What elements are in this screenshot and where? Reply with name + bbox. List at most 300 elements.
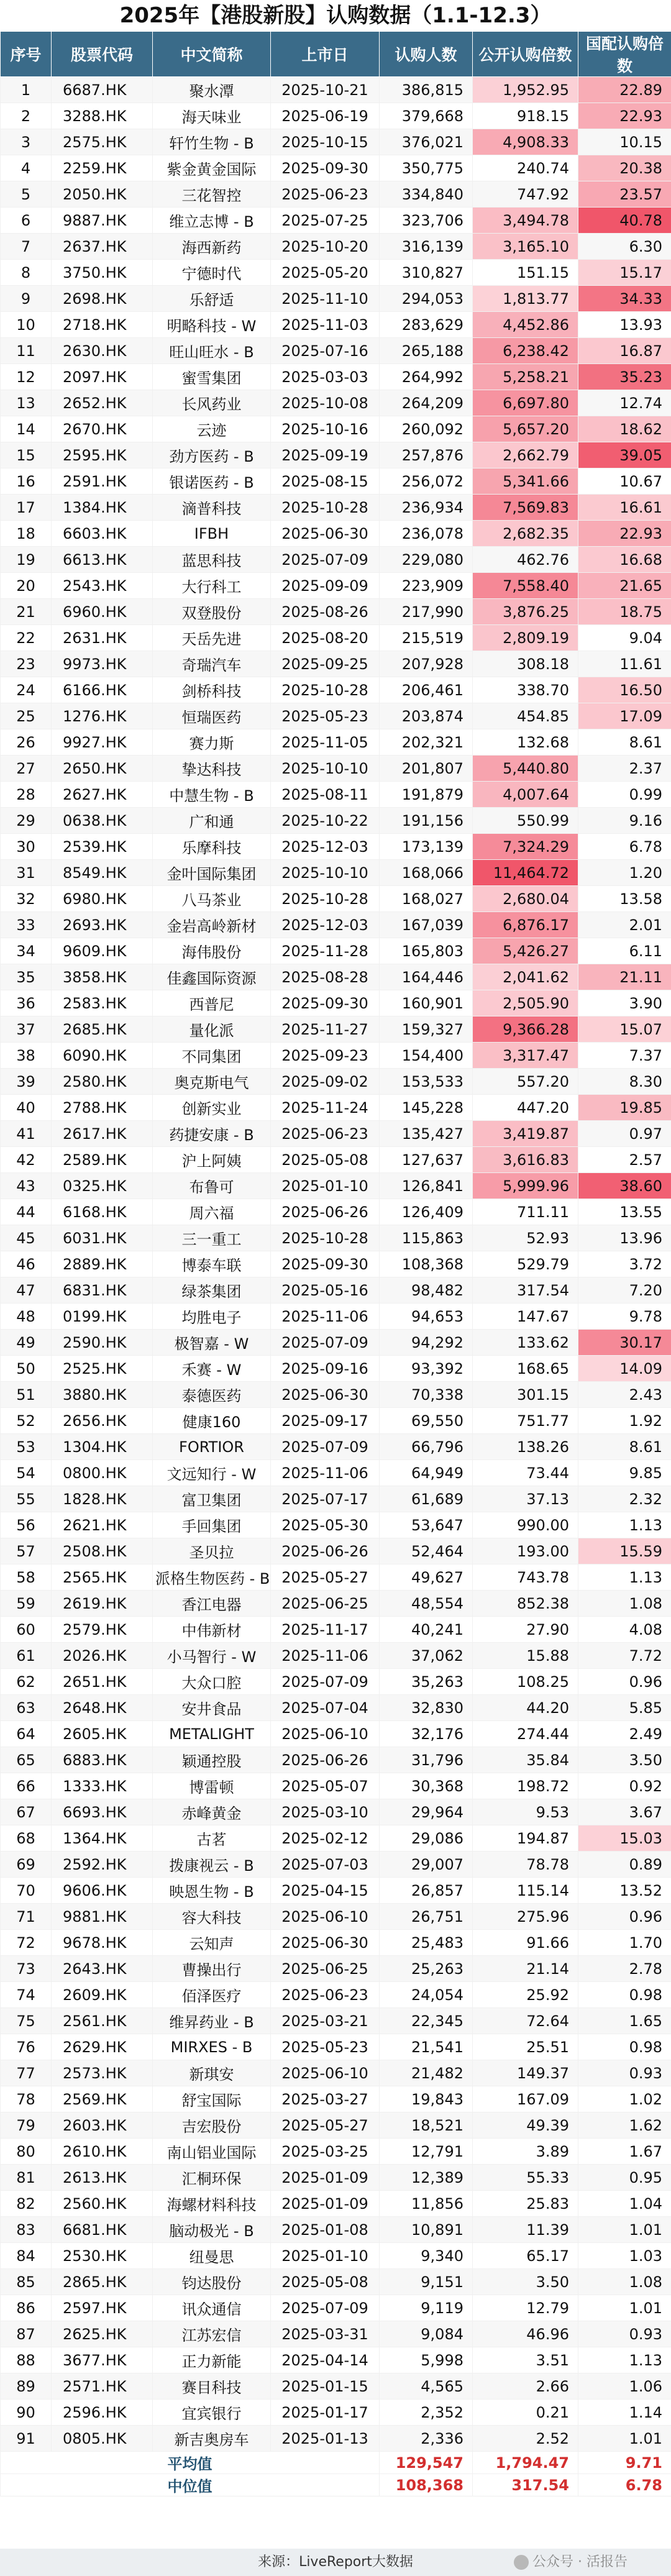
intl-multiple: 6.78 bbox=[578, 834, 671, 860]
intl-multiple: 40.78 bbox=[578, 208, 671, 234]
public-multiple: 78.78 bbox=[473, 1852, 578, 1878]
list-date: 2025-08-28 bbox=[271, 964, 380, 990]
stock-code: 6980.HK bbox=[52, 886, 153, 912]
table-row bbox=[1, 2400, 671, 2426]
public-multiple: 2,680.04 bbox=[473, 886, 578, 912]
list-date: 2025-10-21 bbox=[271, 77, 380, 103]
company-name: 西普尼 bbox=[153, 990, 271, 1016]
intl-multiple: 39.05 bbox=[578, 442, 671, 468]
intl-multiple: 0.96 bbox=[578, 1669, 671, 1695]
subscribers: 154,400 bbox=[380, 1043, 473, 1069]
list-date: 2025-07-09 bbox=[271, 1330, 380, 1356]
public-multiple: 115.14 bbox=[473, 1878, 578, 1904]
company-name: 三花智控 bbox=[153, 181, 271, 208]
table-row bbox=[1, 416, 671, 442]
public-multiple: 275.96 bbox=[473, 1904, 578, 1930]
col-header-public-multiple: 公开认购倍数 bbox=[473, 32, 578, 77]
list-date: 2025-06-10 bbox=[271, 2060, 380, 2086]
company-name: 绿茶集团 bbox=[153, 1277, 271, 1304]
stock-code: 6603.HK bbox=[52, 521, 153, 547]
table-row bbox=[1, 599, 671, 625]
subscribers: 4,565 bbox=[380, 2373, 473, 2400]
list-date: 2025-01-10 bbox=[271, 1173, 380, 1199]
list-date: 2025-10-10 bbox=[271, 860, 380, 886]
stock-code: 2561.HK bbox=[52, 2008, 153, 2034]
table-row bbox=[1, 1564, 671, 1591]
table-row bbox=[1, 1330, 671, 1356]
list-date: 2025-06-10 bbox=[271, 1904, 380, 1930]
list-date: 2025-10-20 bbox=[271, 234, 380, 260]
stock-code: 1333.HK bbox=[52, 1773, 153, 1799]
public-multiple: 990.00 bbox=[473, 1512, 578, 1538]
company-name: 恒瑞医药 bbox=[153, 703, 271, 729]
company-name: 佰泽医疗 bbox=[153, 1982, 271, 2008]
summary-intl-multiple: 9.71 bbox=[578, 2452, 671, 2474]
table-row bbox=[1, 677, 671, 703]
public-multiple: 3,876.25 bbox=[473, 599, 578, 625]
subscribers: 24,054 bbox=[380, 1982, 473, 2008]
public-multiple: 25.51 bbox=[473, 2034, 578, 2060]
company-name: 药捷安康 - B bbox=[153, 1121, 271, 1147]
table-row bbox=[1, 260, 671, 286]
table-row bbox=[1, 1434, 671, 1460]
public-multiple: 747.92 bbox=[473, 181, 578, 208]
table-row bbox=[1, 834, 671, 860]
stock-code: 1828.HK bbox=[52, 1486, 153, 1512]
subscribers: 66,796 bbox=[380, 1434, 473, 1460]
subscribers: 35,263 bbox=[380, 1669, 473, 1695]
company-name: 布鲁可 bbox=[153, 1173, 271, 1199]
table-row bbox=[1, 2060, 671, 2086]
table-row bbox=[1, 312, 671, 338]
company-name: 汇桐环保 bbox=[153, 2165, 271, 2191]
list-date: 2025-08-11 bbox=[271, 782, 380, 808]
stock-code: 2605.HK bbox=[52, 1721, 153, 1747]
stock-code: 2693.HK bbox=[52, 912, 153, 938]
public-multiple: 3,419.87 bbox=[473, 1121, 578, 1147]
subscribers: 37,062 bbox=[380, 1643, 473, 1669]
row-index: 43 bbox=[1, 1173, 52, 1199]
stock-code: 2259.HK bbox=[52, 155, 153, 181]
list-date: 2025-10-16 bbox=[271, 416, 380, 442]
stock-code: 2629.HK bbox=[52, 2034, 153, 2060]
public-multiple: 9.53 bbox=[473, 1799, 578, 1825]
company-name: 天岳先进 bbox=[153, 625, 271, 651]
table-row bbox=[1, 1460, 671, 1486]
subscribers: 236,078 bbox=[380, 521, 473, 547]
list-date: 2025-11-24 bbox=[271, 1095, 380, 1121]
list-date: 2025-05-08 bbox=[271, 2269, 380, 2295]
public-multiple: 44.20 bbox=[473, 1695, 578, 1721]
subscribers: 98,482 bbox=[380, 1277, 473, 1304]
company-name: 银诺医药 - B bbox=[153, 468, 271, 495]
intl-multiple: 16.87 bbox=[578, 338, 671, 364]
table-row bbox=[1, 390, 671, 416]
company-name: 海天味业 bbox=[153, 103, 271, 129]
intl-multiple: 1.65 bbox=[578, 2008, 671, 2034]
company-name: 劲方医药 - B bbox=[153, 442, 271, 468]
subscribers: 94,292 bbox=[380, 1330, 473, 1356]
intl-multiple: 7.37 bbox=[578, 1043, 671, 1069]
row-index: 81 bbox=[1, 2165, 52, 2191]
row-index: 85 bbox=[1, 2269, 52, 2295]
row-index: 82 bbox=[1, 2191, 52, 2217]
intl-multiple: 13.52 bbox=[578, 1878, 671, 1904]
public-multiple: 6,876.17 bbox=[473, 912, 578, 938]
row-index: 16 bbox=[1, 468, 52, 495]
row-index: 80 bbox=[1, 2139, 52, 2165]
list-date: 2025-06-30 bbox=[271, 521, 380, 547]
list-date: 2025-11-06 bbox=[271, 1643, 380, 1669]
row-index: 66 bbox=[1, 1773, 52, 1799]
public-multiple: 4,007.64 bbox=[473, 782, 578, 808]
intl-multiple: 7.20 bbox=[578, 1277, 671, 1304]
subscribers: 93,392 bbox=[380, 1356, 473, 1382]
stock-code: 6613.HK bbox=[52, 547, 153, 573]
company-name: 佳鑫国际资源 bbox=[153, 964, 271, 990]
public-multiple: 37.13 bbox=[473, 1486, 578, 1512]
table-row bbox=[1, 1591, 671, 1617]
company-name: 创新实业 bbox=[153, 1095, 271, 1121]
table-row bbox=[1, 1356, 671, 1382]
list-date: 2025-03-31 bbox=[271, 2321, 380, 2347]
intl-multiple: 13.55 bbox=[578, 1199, 671, 1225]
list-date: 2025-04-14 bbox=[271, 2347, 380, 2373]
row-index: 21 bbox=[1, 599, 52, 625]
table-row bbox=[1, 1095, 671, 1121]
table-row bbox=[1, 2112, 671, 2139]
company-name: 滴普科技 bbox=[153, 495, 271, 521]
list-date: 2025-03-21 bbox=[271, 2008, 380, 2034]
public-multiple: 4,908.33 bbox=[473, 129, 578, 155]
subscribers: 191,156 bbox=[380, 808, 473, 834]
intl-multiple: 1.08 bbox=[578, 1591, 671, 1617]
list-date: 2025-06-26 bbox=[271, 1538, 380, 1564]
stock-code: 2610.HK bbox=[52, 2139, 153, 2165]
company-name: 纽曼思 bbox=[153, 2243, 271, 2269]
subscribers: 21,541 bbox=[380, 2034, 473, 2060]
subscribers: 334,840 bbox=[380, 181, 473, 208]
row-index: 71 bbox=[1, 1904, 52, 1930]
summary-public-multiple: 317.54 bbox=[473, 2474, 578, 2496]
subscribers: 12,389 bbox=[380, 2165, 473, 2191]
stock-code: 2625.HK bbox=[52, 2321, 153, 2347]
public-multiple: 11,464.72 bbox=[473, 860, 578, 886]
stock-code: 9887.HK bbox=[52, 208, 153, 234]
table-row bbox=[1, 1825, 671, 1852]
intl-multiple: 6.11 bbox=[578, 938, 671, 964]
subscribers: 153,533 bbox=[380, 1069, 473, 1095]
intl-multiple: 3.72 bbox=[578, 1251, 671, 1277]
row-index: 86 bbox=[1, 2295, 52, 2321]
public-multiple: 308.18 bbox=[473, 651, 578, 677]
public-multiple: 52.93 bbox=[473, 1225, 578, 1251]
company-name: 赛目科技 bbox=[153, 2373, 271, 2400]
intl-multiple: 0.95 bbox=[578, 2165, 671, 2191]
list-date: 2025-10-28 bbox=[271, 677, 380, 703]
list-date: 2025-03-03 bbox=[271, 364, 380, 390]
subscribers: 53,647 bbox=[380, 1512, 473, 1538]
company-name: 旺山旺水 - B bbox=[153, 338, 271, 364]
stock-code: 3858.HK bbox=[52, 964, 153, 990]
public-multiple: 3,317.47 bbox=[473, 1043, 578, 1069]
stock-code: 2579.HK bbox=[52, 1617, 153, 1643]
public-multiple: 301.15 bbox=[473, 1382, 578, 1408]
intl-multiple: 16.68 bbox=[578, 547, 671, 573]
list-date: 2025-06-10 bbox=[271, 1721, 380, 1747]
company-name: 新琪安 bbox=[153, 2060, 271, 2086]
company-name: 脑动极光 - B bbox=[153, 2217, 271, 2243]
list-date: 2025-12-03 bbox=[271, 912, 380, 938]
public-multiple: 3.51 bbox=[473, 2347, 578, 2373]
subscribers: 265,188 bbox=[380, 338, 473, 364]
subscribers: 165,803 bbox=[380, 938, 473, 964]
intl-multiple: 2.32 bbox=[578, 1486, 671, 1512]
list-date: 2025-07-04 bbox=[271, 1695, 380, 1721]
subscribers: 26,857 bbox=[380, 1878, 473, 1904]
list-date: 2025-06-26 bbox=[271, 1199, 380, 1225]
intl-multiple: 0.89 bbox=[578, 1852, 671, 1878]
subscribers: 223,909 bbox=[380, 573, 473, 599]
public-multiple: 2.66 bbox=[473, 2373, 578, 2400]
row-index: 57 bbox=[1, 1538, 52, 1564]
list-date: 2025-05-07 bbox=[271, 1773, 380, 1799]
summary-public-multiple: 1,794.47 bbox=[473, 2452, 578, 2474]
col-header-code: 股票代码 bbox=[52, 32, 153, 77]
intl-multiple: 22.93 bbox=[578, 521, 671, 547]
stock-code: 9606.HK bbox=[52, 1878, 153, 1904]
subscribers: 229,080 bbox=[380, 547, 473, 573]
row-index: 87 bbox=[1, 2321, 52, 2347]
stock-code: 6693.HK bbox=[52, 1799, 153, 1825]
company-name: 讯众通信 bbox=[153, 2295, 271, 2321]
stock-code: 2583.HK bbox=[52, 990, 153, 1016]
company-name: 广和通 bbox=[153, 808, 271, 834]
stock-code: 2621.HK bbox=[52, 1512, 153, 1538]
table-row bbox=[1, 1408, 671, 1434]
public-multiple: 743.78 bbox=[473, 1564, 578, 1591]
company-name: 拨康视云 - B bbox=[153, 1852, 271, 1878]
company-name: 宜宾银行 bbox=[153, 2400, 271, 2426]
list-date: 2025-01-09 bbox=[271, 2191, 380, 2217]
company-name: 大众口腔 bbox=[153, 1669, 271, 1695]
subscribers: 323,706 bbox=[380, 208, 473, 234]
table-row bbox=[1, 2321, 671, 2347]
public-multiple: 5,426.27 bbox=[473, 938, 578, 964]
table-row bbox=[1, 782, 671, 808]
list-date: 2025-06-19 bbox=[271, 103, 380, 129]
company-name: 博泰车联 bbox=[153, 1251, 271, 1277]
table-row bbox=[1, 964, 671, 990]
list-date: 2025-09-30 bbox=[271, 1251, 380, 1277]
stock-code: 0805.HK bbox=[52, 2426, 153, 2452]
table-row bbox=[1, 1878, 671, 1904]
subscribers: 350,775 bbox=[380, 155, 473, 181]
company-name: 泰德医药 bbox=[153, 1382, 271, 1408]
stock-code: 2652.HK bbox=[52, 390, 153, 416]
row-index: 36 bbox=[1, 990, 52, 1016]
company-name: 大行科工 bbox=[153, 573, 271, 599]
public-multiple: 167.09 bbox=[473, 2086, 578, 2112]
table-row bbox=[1, 1147, 671, 1173]
intl-multiple: 0.97 bbox=[578, 1121, 671, 1147]
intl-multiple: 1.02 bbox=[578, 2086, 671, 2112]
col-header-index: 序号 bbox=[1, 32, 52, 77]
row-index: 35 bbox=[1, 964, 52, 990]
company-name: 维立志博 - B bbox=[153, 208, 271, 234]
company-name: 云迹 bbox=[153, 416, 271, 442]
stock-code: 2603.HK bbox=[52, 2112, 153, 2139]
intl-multiple: 20.38 bbox=[578, 155, 671, 181]
company-name: 奥克斯电气 bbox=[153, 1069, 271, 1095]
public-multiple: 3,494.78 bbox=[473, 208, 578, 234]
row-index: 3 bbox=[1, 129, 52, 155]
row-index: 9 bbox=[1, 286, 52, 312]
table-row bbox=[1, 495, 671, 521]
row-index: 59 bbox=[1, 1591, 52, 1617]
list-date: 2025-07-09 bbox=[271, 2295, 380, 2321]
stock-code: 2597.HK bbox=[52, 2295, 153, 2321]
row-index: 2 bbox=[1, 103, 52, 129]
subscribers: 22,345 bbox=[380, 2008, 473, 2034]
public-multiple: 3,165.10 bbox=[473, 234, 578, 260]
row-index: 67 bbox=[1, 1799, 52, 1825]
subscribers: 18,521 bbox=[380, 2112, 473, 2139]
subscribers: 30,368 bbox=[380, 1773, 473, 1799]
list-date: 2025-07-16 bbox=[271, 338, 380, 364]
col-header-list-date: 上市日 bbox=[271, 32, 380, 77]
row-index: 14 bbox=[1, 416, 52, 442]
table-row bbox=[1, 2426, 671, 2452]
row-index: 48 bbox=[1, 1304, 52, 1330]
public-multiple: 1,813.77 bbox=[473, 286, 578, 312]
company-name: IFBH bbox=[153, 521, 271, 547]
table-row bbox=[1, 2086, 671, 2112]
row-index: 72 bbox=[1, 1930, 52, 1956]
stock-code: 2698.HK bbox=[52, 286, 153, 312]
list-date: 2025-12-03 bbox=[271, 834, 380, 860]
subscribers: 310,827 bbox=[380, 260, 473, 286]
subscribers: 108,368 bbox=[380, 1251, 473, 1277]
list-date: 2025-06-23 bbox=[271, 1121, 380, 1147]
public-multiple: 240.74 bbox=[473, 155, 578, 181]
subscribers: 206,461 bbox=[380, 677, 473, 703]
subscribers: 173,139 bbox=[380, 834, 473, 860]
public-multiple: 73.44 bbox=[473, 1460, 578, 1486]
stock-code: 2589.HK bbox=[52, 1147, 153, 1173]
subscribers: 69,550 bbox=[380, 1408, 473, 1434]
watermark-text: 公众号 · 活报告 bbox=[532, 2554, 628, 2570]
company-name: 颖通控股 bbox=[153, 1747, 271, 1773]
stock-code: 2788.HK bbox=[52, 1095, 153, 1121]
stock-code: 2889.HK bbox=[52, 1251, 153, 1277]
subscribers: 202,321 bbox=[380, 729, 473, 756]
intl-multiple: 2.57 bbox=[578, 1147, 671, 1173]
public-multiple: 5,341.66 bbox=[473, 468, 578, 495]
public-multiple: 454.85 bbox=[473, 703, 578, 729]
list-date: 2025-10-22 bbox=[271, 808, 380, 834]
intl-multiple: 18.75 bbox=[578, 599, 671, 625]
company-name: 蓝思科技 bbox=[153, 547, 271, 573]
subscribers: 52,464 bbox=[380, 1538, 473, 1564]
row-index: 11 bbox=[1, 338, 52, 364]
public-multiple: 7,324.29 bbox=[473, 834, 578, 860]
summary-row-median bbox=[1, 2474, 671, 2496]
table-row bbox=[1, 1695, 671, 1721]
row-index: 83 bbox=[1, 2217, 52, 2243]
table-row bbox=[1, 1617, 671, 1643]
public-multiple: 711.11 bbox=[473, 1199, 578, 1225]
subscribers: 236,934 bbox=[380, 495, 473, 521]
subscribers: 168,066 bbox=[380, 860, 473, 886]
company-name: 周六福 bbox=[153, 1199, 271, 1225]
row-index: 39 bbox=[1, 1069, 52, 1095]
public-multiple: 317.54 bbox=[473, 1277, 578, 1304]
intl-multiple: 12.74 bbox=[578, 390, 671, 416]
public-multiple: 25.83 bbox=[473, 2191, 578, 2217]
row-index: 58 bbox=[1, 1564, 52, 1591]
stock-code: 2575.HK bbox=[52, 129, 153, 155]
row-index: 91 bbox=[1, 2426, 52, 2452]
company-name: 圣贝拉 bbox=[153, 1538, 271, 1564]
stock-code: 6681.HK bbox=[52, 2217, 153, 2243]
intl-multiple: 3.90 bbox=[578, 990, 671, 1016]
watermark bbox=[514, 2549, 628, 2576]
stock-code: 2097.HK bbox=[52, 364, 153, 390]
company-name: 吉宏股份 bbox=[153, 2112, 271, 2139]
table-row bbox=[1, 234, 671, 260]
table-row bbox=[1, 155, 671, 181]
public-multiple: 151.15 bbox=[473, 260, 578, 286]
public-multiple: 529.79 bbox=[473, 1251, 578, 1277]
company-name: 容大科技 bbox=[153, 1904, 271, 1930]
stock-code: 2627.HK bbox=[52, 782, 153, 808]
list-date: 2025-09-30 bbox=[271, 990, 380, 1016]
table-row bbox=[1, 286, 671, 312]
subscribers: 61,689 bbox=[380, 1486, 473, 1512]
row-index: 6 bbox=[1, 208, 52, 234]
intl-multiple: 6.30 bbox=[578, 234, 671, 260]
row-index: 34 bbox=[1, 938, 52, 964]
subscribers: 11,856 bbox=[380, 2191, 473, 2217]
intl-multiple: 1.01 bbox=[578, 2295, 671, 2321]
list-date: 2025-07-09 bbox=[271, 1434, 380, 1460]
table-row bbox=[1, 1982, 671, 2008]
col-header-intl-multiple: 国配认购倍数 bbox=[578, 32, 671, 77]
stock-code: 2560.HK bbox=[52, 2191, 153, 2217]
stock-code: 6883.HK bbox=[52, 1747, 153, 1773]
intl-multiple: 1.70 bbox=[578, 1930, 671, 1956]
company-name: 金岩高岭新材 bbox=[153, 912, 271, 938]
list-date: 2025-07-09 bbox=[271, 547, 380, 573]
public-multiple: 5,258.21 bbox=[473, 364, 578, 390]
intl-multiple: 0.98 bbox=[578, 2034, 671, 2060]
list-date: 2025-11-28 bbox=[271, 938, 380, 964]
company-name: 正力新能 bbox=[153, 2347, 271, 2373]
list-date: 2025-06-25 bbox=[271, 1591, 380, 1617]
company-name: MIRXES - B bbox=[153, 2034, 271, 2060]
public-multiple: 72.64 bbox=[473, 2008, 578, 2034]
company-name: 双登股份 bbox=[153, 599, 271, 625]
subscribers: 32,176 bbox=[380, 1721, 473, 1747]
company-name: 健康160 bbox=[153, 1408, 271, 1434]
company-name: 量化派 bbox=[153, 1016, 271, 1043]
public-multiple: 65.17 bbox=[473, 2243, 578, 2269]
ipo-subscription-table bbox=[0, 31, 671, 2496]
subscribers: 168,027 bbox=[380, 886, 473, 912]
public-multiple: 3.89 bbox=[473, 2139, 578, 2165]
row-index: 44 bbox=[1, 1199, 52, 1225]
